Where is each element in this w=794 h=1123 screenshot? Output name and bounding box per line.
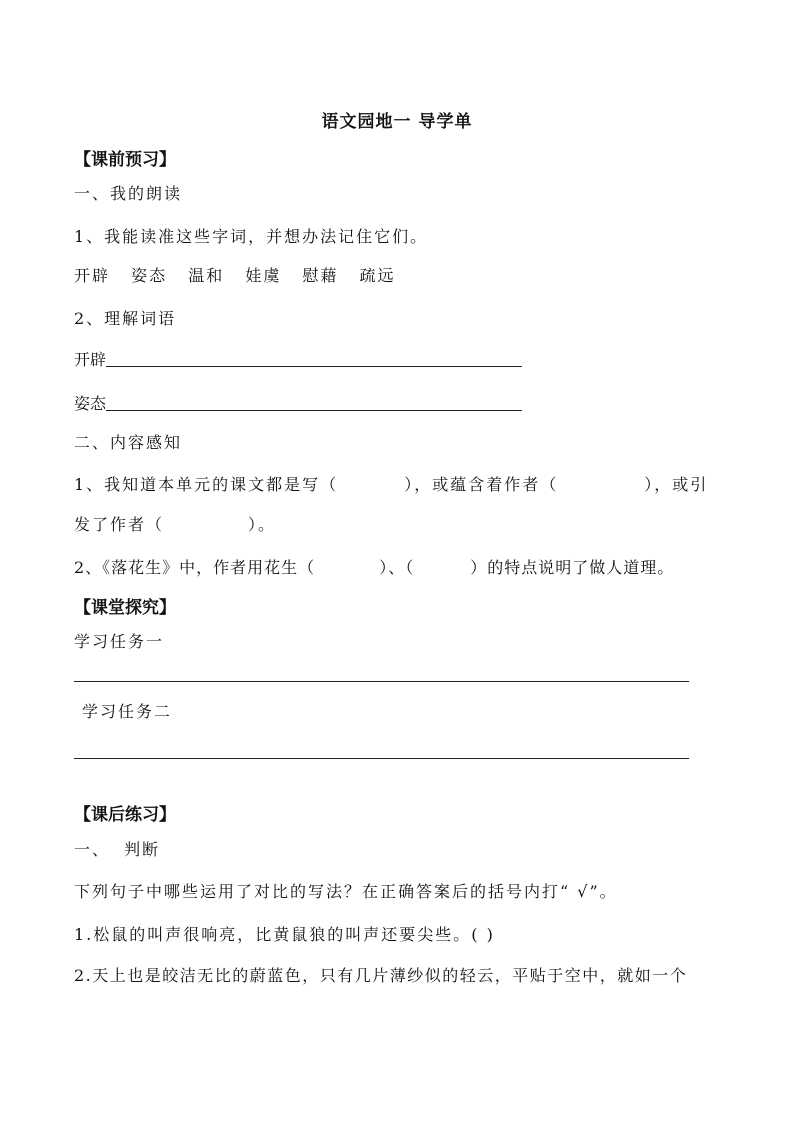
content-question-1 (74, 475, 708, 495)
question-text: ）。 (248, 515, 277, 534)
word-item: 疏远 (359, 266, 396, 285)
judge-sentence-2: 2.天上也是皎洁无比的蔚蓝色，只有几片薄纱似的轻云，平贴于空中，就如一个 (74, 966, 688, 985)
question-text: ）的特点说明了做人道理。 (470, 558, 675, 577)
page-title: 语文园地一 导学单 (321, 112, 473, 132)
content-question-2 (74, 558, 674, 578)
question-understand-words: 2、理解词语 (74, 309, 177, 328)
judge-instruction: 下列句子中哪些运用了对比的写法？在正确答案后的括号内打“ √”。 (74, 882, 618, 901)
task-one-answer-line[interactable] (74, 681, 689, 682)
answer-blank[interactable] (106, 352, 522, 367)
word-item: 娃虞 (245, 266, 282, 285)
section-after-heading: 【课后练习】 (74, 805, 176, 825)
part-reading-heading: 一、我的朗读 (74, 184, 183, 203)
term-label: 姿态 (74, 394, 107, 413)
question-read-words: 1、我能读准这些字词，并想办法记住它们。 (74, 227, 429, 246)
question-text: 1、我知道本单元的课文都是写（ (74, 475, 339, 494)
word-list (74, 266, 410, 286)
judge-sentence-1: 1.松鼠的叫声很响亮，比黄鼠狼的叫声还要尖些。( ) (74, 925, 495, 944)
question-text: 2、《落花生》中，作者用花生（ (74, 558, 316, 577)
task-two-label: 学习任务二 (82, 702, 173, 721)
term-row-2 (74, 394, 522, 414)
word-item: 姿态 (131, 266, 168, 285)
term-row-1 (74, 350, 522, 370)
section-class-heading: 【课堂探究】 (74, 598, 176, 618)
question-text: ）、（ (379, 558, 415, 577)
section-preview-heading: 【课前预习】 (74, 150, 176, 170)
question-text: ），或引 (644, 475, 709, 494)
word-item: 温和 (188, 266, 225, 285)
task-one-label: 学习任务一 (74, 632, 165, 651)
word-item: 慰藉 (302, 266, 339, 285)
content-question-1-cont (74, 515, 276, 535)
word-item: 开辟 (74, 266, 111, 285)
judge-heading: 一、 判断 (74, 840, 161, 859)
task-two-answer-line[interactable] (74, 758, 689, 759)
answer-blank[interactable] (106, 396, 522, 411)
part-content-heading: 二、内容感知 (74, 433, 183, 452)
question-text: ），或蕴含着作者（ (404, 475, 559, 494)
term-label: 开辟 (74, 350, 107, 369)
question-text: 发了作者（ (74, 515, 165, 534)
